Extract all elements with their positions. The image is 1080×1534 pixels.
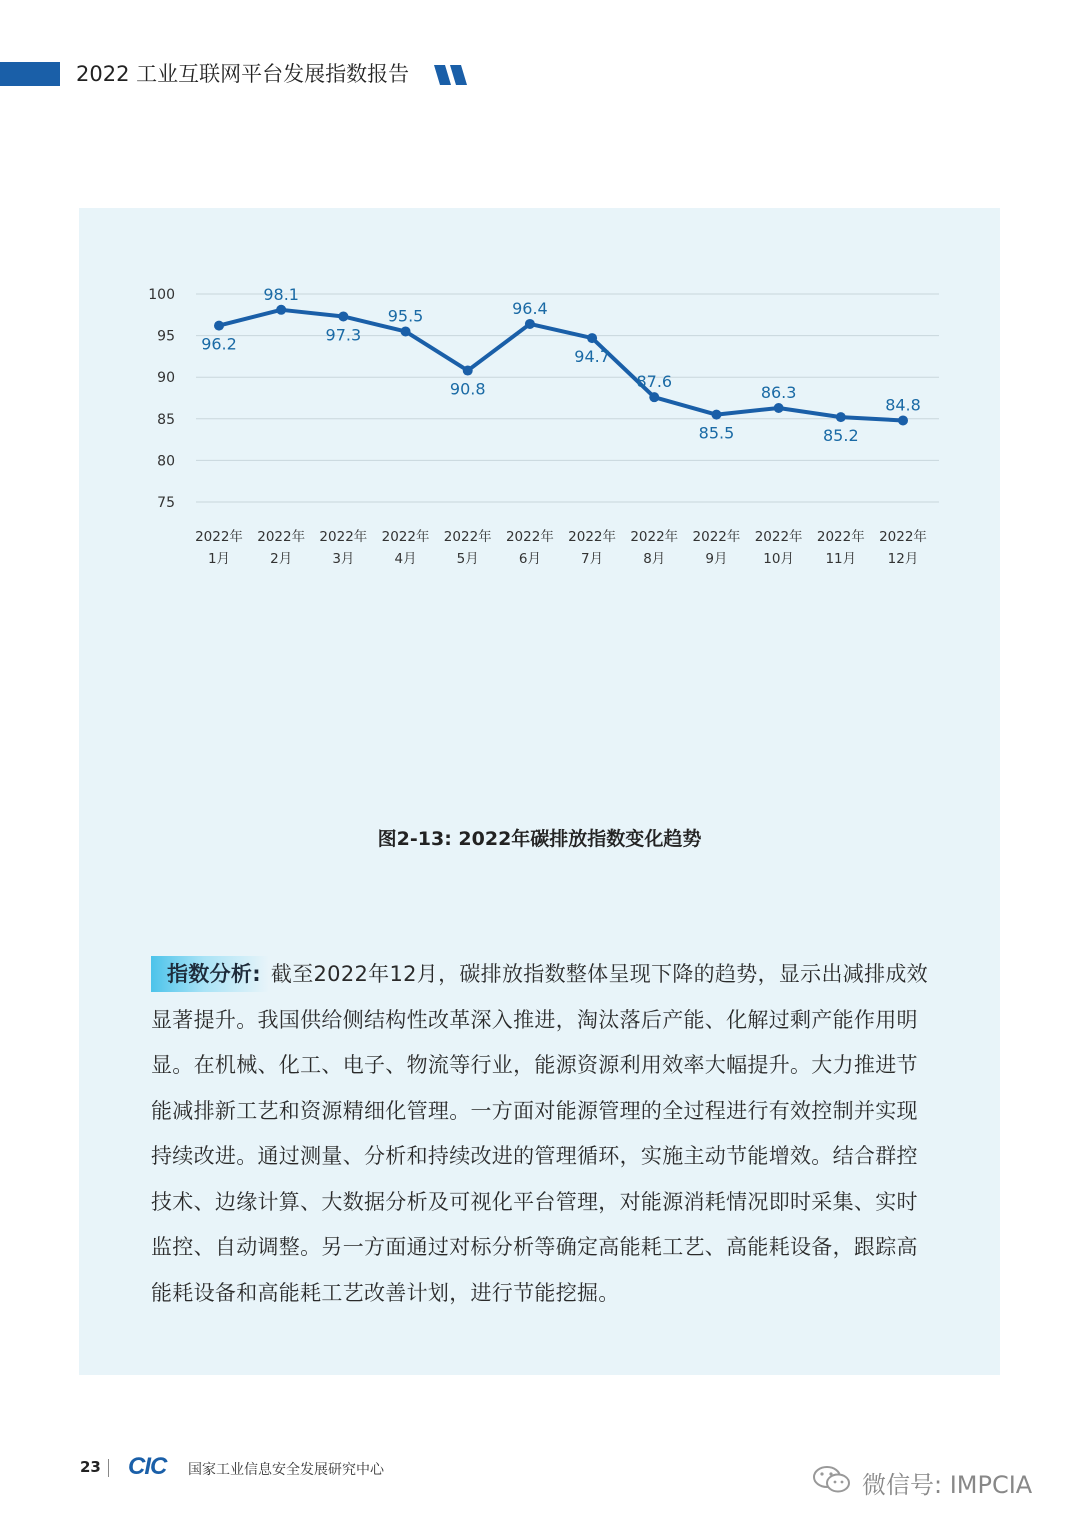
- wechat-icon: [812, 1464, 852, 1494]
- footer-divider: [108, 1459, 109, 1477]
- data-label: 85.5: [698, 423, 735, 443]
- data-label: 95.5: [387, 306, 424, 326]
- y-tick-label: 85: [157, 411, 175, 428]
- x-tick-label: 8月: [643, 551, 666, 567]
- x-tick-label: 9月: [705, 551, 728, 567]
- x-tick-label: 2022年: [879, 529, 927, 545]
- wechat-id: 微信号: IMPCIA: [862, 1471, 1033, 1499]
- series-line: [219, 310, 903, 421]
- data-point: [711, 410, 721, 420]
- x-tick-label: 2022年: [443, 529, 492, 545]
- x-tick-label: 4月: [394, 551, 417, 567]
- data-point: [774, 403, 784, 413]
- y-tick-label: 75: [157, 495, 175, 511]
- data-point: [649, 392, 659, 402]
- x-tick-label: 2022年: [630, 529, 679, 545]
- y-tick-label: 100: [148, 287, 175, 303]
- y-tick-label: 80: [157, 453, 175, 470]
- data-point: [214, 321, 224, 331]
- y-tick-label: 95: [157, 328, 175, 345]
- carbon-index-line-chart: [79, 208, 1000, 588]
- data-label: 94.7: [574, 347, 610, 367]
- header-slash-marks: [432, 63, 472, 87]
- data-label: 96.4: [512, 298, 548, 318]
- figure-caption: 图2-13: 2022年碳排放指数变化趋势: [377, 828, 702, 850]
- y-tick-label: 90: [157, 370, 175, 387]
- data-point: [525, 319, 535, 329]
- x-tick-label: 7月: [581, 551, 604, 567]
- x-tick-label: 2022年: [381, 529, 430, 545]
- data-point: [276, 305, 286, 315]
- x-tick-label: 2022年: [505, 529, 554, 545]
- data-label: 85.2: [823, 426, 859, 446]
- x-tick-label: 2月: [270, 551, 293, 567]
- x-tick-label: 2022年: [816, 529, 865, 545]
- x-tick-label: 2022年: [319, 529, 368, 545]
- page-number: 23: [80, 1458, 101, 1476]
- data-point: [401, 326, 411, 336]
- data-point: [338, 311, 348, 321]
- data-label: 90.8: [449, 379, 486, 399]
- x-tick-label: 6月: [518, 551, 541, 567]
- x-tick-label: 1月: [207, 551, 231, 567]
- header-accent-bar: [0, 62, 60, 86]
- cic-logo: [128, 1455, 180, 1477]
- x-tick-label: 12月: [887, 551, 919, 567]
- content-panel: [79, 208, 1000, 1375]
- x-tick-label: 2022年: [257, 529, 306, 545]
- analysis-text: 截至2022年12月，碳排放指数整体呈现下降的趋势，显示出减排成效显著提升。我国供给侧结构性改革深入推进，淘汰落后产能、化解过剩产能作用明显。在机械、化工、电子、物流等行业，能源资源利用效率大幅提升。大力推进节能减排新工艺和资源精细化管理。一方面对能源管理的全过程进行有效控制并实现持续改进。通过测量、分析和持续改进的管理循环，实施主动节能增效。结合群控技术、边缘计算、大数据分析及可视化平台管理，对能源消耗情况即时采集、实时监控、自动调整。另一方面通过对标分析等确定高能耗工艺、高能耗设备，跟踪高能耗设备和高能耗工艺改善计划，进行节能挖掘。: [151, 962, 928, 1305]
- data-label: 98.1: [263, 284, 299, 304]
- data-point: [587, 333, 597, 343]
- data-label: 96.2: [201, 334, 237, 354]
- x-tick-label: 2022年: [754, 529, 803, 545]
- data-label: 97.3: [325, 325, 362, 345]
- data-point: [898, 415, 908, 425]
- data-label: 86.3: [760, 382, 797, 402]
- analysis-tag: 指数分析:: [151, 956, 269, 992]
- x-tick-label: 5月: [456, 551, 479, 567]
- x-tick-label: 10月: [763, 551, 794, 567]
- organization-name: 国家工业信息安全发展研究中心: [188, 1462, 384, 1478]
- x-tick-label: 2022年: [568, 529, 617, 545]
- data-point: [836, 412, 846, 422]
- x-tick-label: 3月: [332, 551, 355, 567]
- data-label: 84.8: [885, 395, 921, 415]
- data-label: 87.6: [636, 372, 673, 392]
- analysis-paragraph: [151, 952, 931, 1316]
- report-title: 2022 工业互联网平台发展指数报告: [76, 62, 410, 86]
- data-point: [463, 366, 473, 376]
- x-tick-label: 2022年: [692, 529, 741, 545]
- svg-text:CIC: CIC: [128, 1455, 167, 1477]
- x-tick-label: 2022年: [195, 529, 243, 545]
- x-tick-label: 11月: [825, 551, 857, 567]
